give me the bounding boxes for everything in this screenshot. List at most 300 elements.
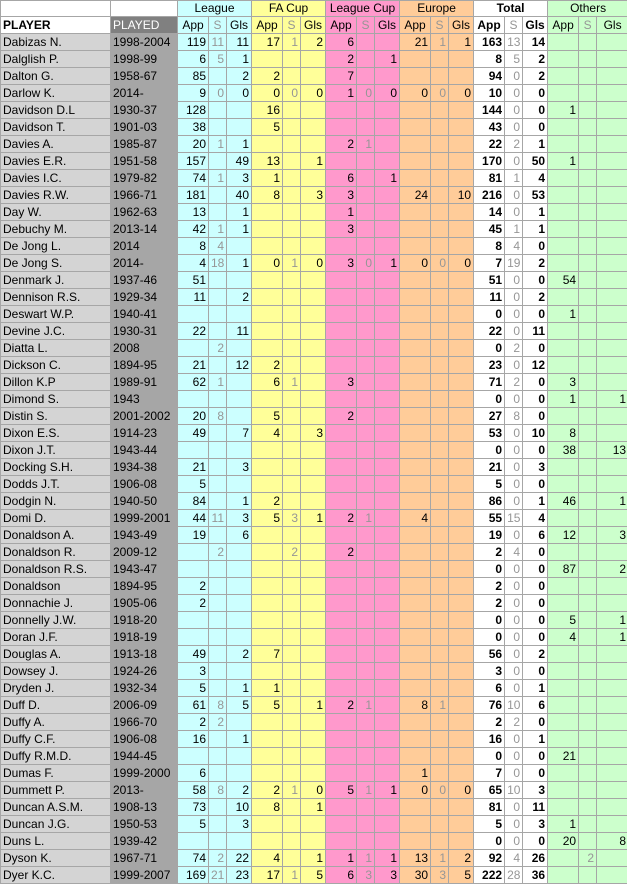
fa-cup-app-cell bbox=[252, 816, 283, 833]
europe-s-cell bbox=[431, 306, 449, 323]
league-gls-cell bbox=[227, 119, 252, 136]
league-s-cell bbox=[209, 459, 227, 476]
europe-s-cell bbox=[431, 748, 449, 765]
fa-cup-s-cell: 2 bbox=[283, 544, 301, 561]
fa-cup-s-cell: 1 bbox=[283, 374, 301, 391]
fa-cup-gls-cell bbox=[301, 306, 326, 323]
total-gls-cell: 0 bbox=[523, 119, 548, 136]
player-name-cell: Duns L. bbox=[1, 833, 111, 850]
fa-cup-app-cell: 5 bbox=[252, 119, 283, 136]
table-row bbox=[1, 136, 627, 153]
fa-cup-s-cell bbox=[283, 204, 301, 221]
fa-cup-s-cell bbox=[283, 68, 301, 85]
table-row bbox=[1, 68, 627, 85]
total-app-cell: 81 bbox=[474, 170, 505, 187]
league-cup-app-cell: 2 bbox=[326, 408, 357, 425]
total-gls-cell: 0 bbox=[523, 544, 548, 561]
europe-app-cell bbox=[400, 476, 431, 493]
league-cup-app-cell bbox=[326, 459, 357, 476]
table-row bbox=[1, 442, 627, 459]
table-row bbox=[1, 187, 627, 204]
league-app-cell: 38 bbox=[178, 119, 209, 136]
league-gls-cell bbox=[227, 663, 252, 680]
fa-cup-gls-cell bbox=[301, 748, 326, 765]
europe-gls-cell: 1 bbox=[449, 34, 474, 51]
others-s-cell bbox=[579, 102, 597, 119]
others-app-cell: 87 bbox=[548, 561, 579, 578]
league-gls-cell bbox=[227, 374, 252, 391]
others-s-cell bbox=[579, 391, 597, 408]
europe-gls-cell bbox=[449, 442, 474, 459]
played-column-header: PLAYED bbox=[111, 17, 178, 34]
fa-cup-s-cell bbox=[283, 578, 301, 595]
total-app-cell: 10 bbox=[474, 85, 505, 102]
total-s-cell: 1 bbox=[505, 221, 523, 238]
europe-s-cell bbox=[431, 714, 449, 731]
total-gls-cell: 2 bbox=[523, 68, 548, 85]
league-app-cell: 20 bbox=[178, 408, 209, 425]
league-group-header: League bbox=[178, 1, 252, 17]
league-s-cell bbox=[209, 68, 227, 85]
fa-cup-group-header: FA Cup bbox=[252, 1, 326, 17]
total-app-cell: 0 bbox=[474, 612, 505, 629]
league-cup-s-cell bbox=[357, 374, 375, 391]
total-s-cell: 0 bbox=[505, 799, 523, 816]
league-cup-app-cell bbox=[326, 493, 357, 510]
europe-gls-cell bbox=[449, 153, 474, 170]
others-app-cell bbox=[548, 221, 579, 238]
league-s-cell bbox=[209, 493, 227, 510]
league-cup-app-cell: 6 bbox=[326, 867, 357, 884]
fa-cup-app-cell bbox=[252, 323, 283, 340]
league-s-cell: 1 bbox=[209, 170, 227, 187]
league-gls-cell: 23 bbox=[227, 867, 252, 884]
league-cup-s-cell bbox=[357, 476, 375, 493]
league-gls-cell bbox=[227, 765, 252, 782]
fa-cup-app-cell: 4 bbox=[252, 850, 283, 867]
league-cup-s-cell bbox=[357, 799, 375, 816]
fa-cup-app-cell bbox=[252, 306, 283, 323]
others-gls-cell bbox=[597, 272, 627, 289]
others-app-cell: 8 bbox=[548, 425, 579, 442]
fa-cup-gls-cell bbox=[301, 374, 326, 391]
fa-cup-s-cell bbox=[283, 459, 301, 476]
league-s-cell bbox=[209, 765, 227, 782]
league-gls-cell: 2 bbox=[227, 646, 252, 663]
others-s-cell bbox=[579, 187, 597, 204]
league-app-cell bbox=[178, 833, 209, 850]
others-app-cell bbox=[548, 187, 579, 204]
league-cup-app-cell bbox=[326, 272, 357, 289]
played-years-cell: 1967-71 bbox=[111, 850, 178, 867]
league-app-cell: 13 bbox=[178, 204, 209, 221]
europe-gls-cell bbox=[449, 306, 474, 323]
played-years-cell: 1930-31 bbox=[111, 323, 178, 340]
table-row bbox=[1, 510, 627, 527]
others-app-cell bbox=[548, 476, 579, 493]
europe-gls-cell bbox=[449, 119, 474, 136]
league-cup-s-cell bbox=[357, 459, 375, 476]
league-cup-s-cell bbox=[357, 527, 375, 544]
total-s-cell: 0 bbox=[505, 85, 523, 102]
total-app-cell: 2 bbox=[474, 595, 505, 612]
fa-cup-gls-cell bbox=[301, 391, 326, 408]
europe-gls-cell bbox=[449, 289, 474, 306]
fa-cup-gls-cell bbox=[301, 714, 326, 731]
europe-app-cell bbox=[400, 799, 431, 816]
total-s-cell: 0 bbox=[505, 646, 523, 663]
league-gls-cell: 11 bbox=[227, 323, 252, 340]
league-cup-s-cell bbox=[357, 646, 375, 663]
fa-cup-s-cell bbox=[283, 408, 301, 425]
others-s-cell bbox=[579, 306, 597, 323]
league-app-cell: 169 bbox=[178, 867, 209, 884]
europe-s-cell bbox=[431, 391, 449, 408]
table-row bbox=[1, 323, 627, 340]
others-gls-cell bbox=[597, 85, 627, 102]
others-s-cell: 2 bbox=[579, 850, 597, 867]
league-s-cell bbox=[209, 833, 227, 850]
league-gls-cell bbox=[227, 612, 252, 629]
player-name-cell: Dyson K. bbox=[1, 850, 111, 867]
table-row bbox=[1, 493, 627, 510]
league-gls-cell bbox=[227, 833, 252, 850]
league-cup-app-cell: 7 bbox=[326, 68, 357, 85]
table-row bbox=[1, 697, 627, 714]
table-row bbox=[1, 272, 627, 289]
total-s-cell: 2 bbox=[505, 340, 523, 357]
europe-gls-cell: 0 bbox=[449, 782, 474, 799]
league-cup-gls-cell bbox=[375, 476, 400, 493]
league-cup-app-cell bbox=[326, 595, 357, 612]
league-cup-gls-cell bbox=[375, 391, 400, 408]
played-years-cell: 1924-26 bbox=[111, 663, 178, 680]
europe-gls-cell bbox=[449, 748, 474, 765]
fa-cup-gls-cell bbox=[301, 442, 326, 459]
others-s-cell bbox=[579, 68, 597, 85]
total-s-cell: 1 bbox=[505, 170, 523, 187]
europe-app-cell: 24 bbox=[400, 187, 431, 204]
player-name-cell: Duffy C.F. bbox=[1, 731, 111, 748]
league-cup-s-cell bbox=[357, 289, 375, 306]
league-cup-s-cell: 3 bbox=[357, 867, 375, 884]
league-cup-group-header: League Cup bbox=[326, 1, 400, 17]
europe-app-cell bbox=[400, 153, 431, 170]
fa-cup-s-cell bbox=[283, 493, 301, 510]
table-row bbox=[1, 714, 627, 731]
table-row bbox=[1, 867, 627, 884]
league-cup-gls-cell bbox=[375, 442, 400, 459]
total-s-cell: 0 bbox=[505, 731, 523, 748]
europe-app-cell bbox=[400, 357, 431, 374]
fa-cup-gls-cell bbox=[301, 646, 326, 663]
played-years-cell: 2008 bbox=[111, 340, 178, 357]
played-years-cell: 1914-23 bbox=[111, 425, 178, 442]
europe-app-cell bbox=[400, 306, 431, 323]
total-gls-cell: 1 bbox=[523, 136, 548, 153]
played-years-cell: 1929-34 bbox=[111, 289, 178, 306]
league-s-cell bbox=[209, 102, 227, 119]
played-years-cell: 1894-95 bbox=[111, 357, 178, 374]
fa-cup-app-cell bbox=[252, 544, 283, 561]
played-years-cell: 2014 bbox=[111, 238, 178, 255]
played-years-cell: 1901-03 bbox=[111, 119, 178, 136]
total-gls-cell: 0 bbox=[523, 374, 548, 391]
player-name-cell: Deswart W.P. bbox=[1, 306, 111, 323]
league-cup-s-cell bbox=[357, 561, 375, 578]
europe-s-cell bbox=[431, 289, 449, 306]
europe-app-cell bbox=[400, 289, 431, 306]
others-gls-cell bbox=[597, 136, 627, 153]
others-app-cell bbox=[548, 765, 579, 782]
europe-s-cell bbox=[431, 799, 449, 816]
others-gls-cell bbox=[597, 187, 627, 204]
europe-s-cell bbox=[431, 221, 449, 238]
league-cup-gls-cell bbox=[375, 119, 400, 136]
player-name-cell: Denmark J. bbox=[1, 272, 111, 289]
fa-cup-s-cell: 0 bbox=[283, 85, 301, 102]
others-app-cell: 1 bbox=[548, 306, 579, 323]
league-s-cell: 2 bbox=[209, 544, 227, 561]
europe-s-cell: 0 bbox=[431, 85, 449, 102]
league-s-cell: 2 bbox=[209, 850, 227, 867]
others-s-header: S bbox=[579, 17, 597, 34]
table-row bbox=[1, 476, 627, 493]
league-gls-cell bbox=[227, 578, 252, 595]
fa-cup-app-cell bbox=[252, 714, 283, 731]
player-name-cell: Donaldson R.S. bbox=[1, 561, 111, 578]
league-s-cell: 0 bbox=[209, 85, 227, 102]
others-app-header: App bbox=[548, 17, 579, 34]
europe-s-cell bbox=[431, 102, 449, 119]
league-cup-app-cell bbox=[326, 612, 357, 629]
league-cup-s-cell bbox=[357, 731, 375, 748]
table-row bbox=[1, 629, 627, 646]
others-s-cell bbox=[579, 34, 597, 51]
others-app-cell: 1 bbox=[548, 816, 579, 833]
player-name-cell: Doran J.F. bbox=[1, 629, 111, 646]
europe-group-header: Europe bbox=[400, 1, 474, 17]
others-app-cell bbox=[548, 119, 579, 136]
total-s-cell: 2 bbox=[505, 136, 523, 153]
fa-cup-gls-cell bbox=[301, 170, 326, 187]
fa-cup-gls-cell bbox=[301, 221, 326, 238]
europe-s-cell bbox=[431, 561, 449, 578]
total-s-cell: 0 bbox=[505, 748, 523, 765]
europe-app-cell bbox=[400, 459, 431, 476]
league-gls-cell: 1 bbox=[227, 255, 252, 272]
league-s-cell: 2 bbox=[209, 340, 227, 357]
fa-cup-gls-cell bbox=[301, 51, 326, 68]
europe-gls-cell: 10 bbox=[449, 187, 474, 204]
column-header-row bbox=[1, 17, 627, 34]
player-name-cell: Davies I.C. bbox=[1, 170, 111, 187]
others-s-cell bbox=[579, 697, 597, 714]
fa-cup-gls-cell bbox=[301, 238, 326, 255]
player-name-cell: Domi D. bbox=[1, 510, 111, 527]
others-app-cell: 20 bbox=[548, 833, 579, 850]
others-s-cell bbox=[579, 340, 597, 357]
league-s-cell bbox=[209, 306, 227, 323]
league-app-cell: 4 bbox=[178, 255, 209, 272]
played-years-cell: 1940-41 bbox=[111, 306, 178, 323]
others-gls-cell bbox=[597, 221, 627, 238]
europe-app-cell bbox=[400, 425, 431, 442]
total-s-cell: 19 bbox=[505, 255, 523, 272]
fa-cup-app-cell: 2 bbox=[252, 68, 283, 85]
others-gls-cell: 1 bbox=[597, 612, 627, 629]
league-cup-s-cell bbox=[357, 306, 375, 323]
league-s-header: S bbox=[209, 17, 227, 34]
total-gls-header: Gls bbox=[523, 17, 548, 34]
league-cup-app-cell bbox=[326, 306, 357, 323]
table-row bbox=[1, 221, 627, 238]
player-name-cell: Dimond S. bbox=[1, 391, 111, 408]
others-gls-cell bbox=[597, 578, 627, 595]
europe-app-cell bbox=[400, 629, 431, 646]
total-gls-cell: 4 bbox=[523, 170, 548, 187]
player-name-cell: Duff D. bbox=[1, 697, 111, 714]
fa-cup-s-cell bbox=[283, 561, 301, 578]
fa-cup-app-cell: 7 bbox=[252, 646, 283, 663]
others-gls-cell bbox=[597, 782, 627, 799]
total-s-cell: 2 bbox=[505, 714, 523, 731]
fa-cup-s-cell bbox=[283, 850, 301, 867]
total-s-cell: 0 bbox=[505, 612, 523, 629]
league-app-cell: 181 bbox=[178, 187, 209, 204]
total-s-cell: 0 bbox=[505, 391, 523, 408]
others-gls-cell: 3 bbox=[597, 527, 627, 544]
total-s-cell: 0 bbox=[505, 663, 523, 680]
others-gls-cell bbox=[597, 714, 627, 731]
league-s-cell: 8 bbox=[209, 697, 227, 714]
europe-app-cell: 0 bbox=[400, 255, 431, 272]
total-s-cell: 4 bbox=[505, 850, 523, 867]
others-s-cell bbox=[579, 85, 597, 102]
fa-cup-s-cell bbox=[283, 731, 301, 748]
europe-gls-cell bbox=[449, 799, 474, 816]
europe-gls-cell bbox=[449, 408, 474, 425]
fa-cup-app-cell bbox=[252, 833, 283, 850]
others-gls-cell bbox=[597, 816, 627, 833]
total-s-header: S bbox=[505, 17, 523, 34]
europe-app-cell bbox=[400, 595, 431, 612]
played-years-cell: 1989-91 bbox=[111, 374, 178, 391]
league-gls-header: Gls bbox=[227, 17, 252, 34]
league-cup-gls-cell bbox=[375, 238, 400, 255]
others-gls-cell: 2 bbox=[597, 561, 627, 578]
others-app-cell bbox=[548, 408, 579, 425]
europe-s-cell bbox=[431, 374, 449, 391]
league-cup-app-cell: 3 bbox=[326, 221, 357, 238]
fa-cup-app-cell bbox=[252, 289, 283, 306]
league-cup-gls-cell bbox=[375, 765, 400, 782]
league-cup-app-cell: 3 bbox=[326, 374, 357, 391]
europe-s-cell bbox=[431, 238, 449, 255]
played-years-cell: 2009-12 bbox=[111, 544, 178, 561]
others-s-cell bbox=[579, 442, 597, 459]
played-years-cell: 1958-67 bbox=[111, 68, 178, 85]
total-gls-cell: 0 bbox=[523, 340, 548, 357]
europe-s-cell bbox=[431, 51, 449, 68]
europe-gls-cell bbox=[449, 578, 474, 595]
total-app-cell: 92 bbox=[474, 850, 505, 867]
fa-cup-s-cell bbox=[283, 357, 301, 374]
total-s-cell: 10 bbox=[505, 697, 523, 714]
fa-cup-gls-cell bbox=[301, 459, 326, 476]
europe-app-cell bbox=[400, 561, 431, 578]
league-cup-gls-cell bbox=[375, 136, 400, 153]
total-gls-cell: 1 bbox=[523, 204, 548, 221]
others-s-cell bbox=[579, 612, 597, 629]
total-app-header: App bbox=[474, 17, 505, 34]
total-s-cell: 0 bbox=[505, 68, 523, 85]
table-row bbox=[1, 357, 627, 374]
league-cup-s-cell bbox=[357, 578, 375, 595]
league-app-cell: 62 bbox=[178, 374, 209, 391]
fa-cup-gls-cell bbox=[301, 544, 326, 561]
played-years-cell: 1999-2000 bbox=[111, 765, 178, 782]
europe-s-cell bbox=[431, 833, 449, 850]
fa-cup-gls-cell bbox=[301, 68, 326, 85]
others-s-cell bbox=[579, 459, 597, 476]
league-s-cell bbox=[209, 391, 227, 408]
player-name-cell: Dryden J. bbox=[1, 680, 111, 697]
europe-s-cell bbox=[431, 527, 449, 544]
league-gls-cell bbox=[227, 629, 252, 646]
total-s-cell: 0 bbox=[505, 153, 523, 170]
league-gls-cell: 1 bbox=[227, 731, 252, 748]
fa-cup-s-cell: 1 bbox=[283, 34, 301, 51]
league-cup-s-cell bbox=[357, 595, 375, 612]
league-s-cell bbox=[209, 272, 227, 289]
league-app-cell: 8 bbox=[178, 238, 209, 255]
total-gls-cell: 10 bbox=[523, 425, 548, 442]
others-app-cell: 21 bbox=[548, 748, 579, 765]
table-row bbox=[1, 748, 627, 765]
league-gls-cell: 1 bbox=[227, 136, 252, 153]
league-cup-gls-cell bbox=[375, 680, 400, 697]
total-gls-cell: 0 bbox=[523, 561, 548, 578]
total-s-cell: 0 bbox=[505, 680, 523, 697]
league-app-header: App bbox=[178, 17, 209, 34]
league-cup-app-cell bbox=[326, 102, 357, 119]
fa-cup-gls-cell: 1 bbox=[301, 850, 326, 867]
others-s-cell bbox=[579, 595, 597, 612]
table-row bbox=[1, 595, 627, 612]
europe-s-cell bbox=[431, 408, 449, 425]
table-row bbox=[1, 578, 627, 595]
league-cup-gls-cell bbox=[375, 646, 400, 663]
fa-cup-s-cell bbox=[283, 697, 301, 714]
league-cup-app-cell: 1 bbox=[326, 204, 357, 221]
fa-cup-app-cell: 0 bbox=[252, 255, 283, 272]
player-name-cell: Dodgin N. bbox=[1, 493, 111, 510]
table-row bbox=[1, 765, 627, 782]
league-gls-cell: 7 bbox=[227, 425, 252, 442]
total-app-cell: 43 bbox=[474, 119, 505, 136]
league-cup-app-cell bbox=[326, 799, 357, 816]
others-gls-cell bbox=[597, 153, 627, 170]
europe-gls-cell bbox=[449, 544, 474, 561]
total-gls-cell: 11 bbox=[523, 323, 548, 340]
league-app-cell: 119 bbox=[178, 34, 209, 51]
league-cup-s-cell bbox=[357, 748, 375, 765]
league-cup-app-cell bbox=[326, 680, 357, 697]
europe-gls-cell bbox=[449, 510, 474, 527]
others-gls-cell bbox=[597, 238, 627, 255]
total-app-cell: 86 bbox=[474, 493, 505, 510]
